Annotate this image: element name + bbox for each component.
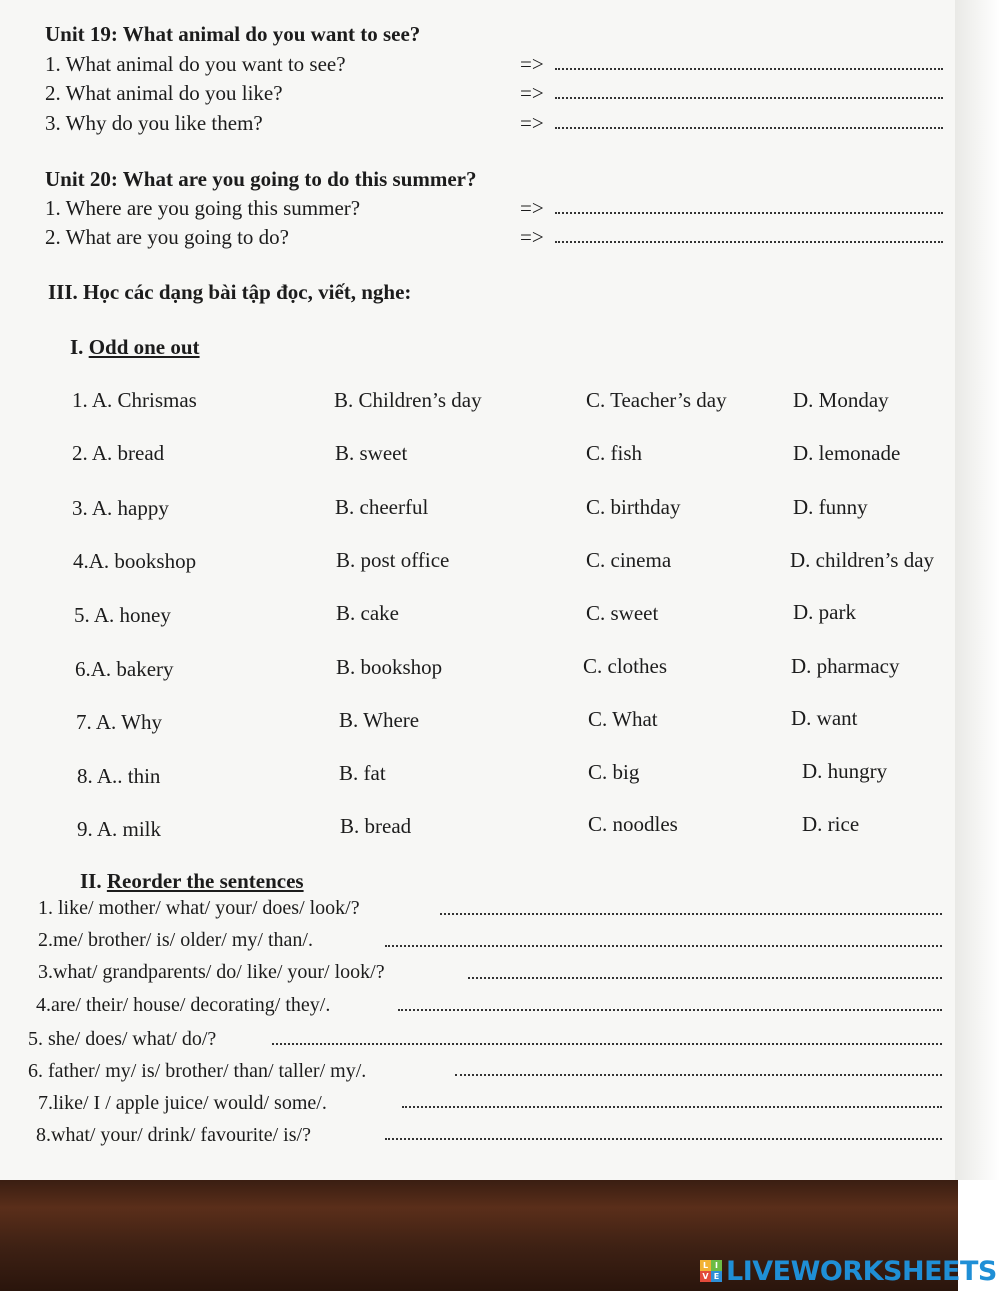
answer-line-reorder-5[interactable] <box>272 1043 942 1045</box>
odd-row-5-d: D. park <box>793 600 856 624</box>
odd-row-9-a: 9. A. milk <box>77 817 162 841</box>
answer-line-reorder-6[interactable] <box>455 1074 942 1076</box>
odd-row-2-c: C. fish <box>586 441 643 465</box>
odd-row-8-a: 8. A.. thin <box>77 764 161 788</box>
odd-row-9-b: B. bread <box>340 814 412 838</box>
odd-row-6-b: B. bookshop <box>336 655 443 679</box>
answer-line-unit19-2[interactable] <box>555 97 943 99</box>
reorder-item-4: 4.are/ their/ house/ decorating/ they/. <box>36 994 331 1016</box>
unit20-question-2: 2. What are you going to do? <box>45 225 289 249</box>
answer-line-reorder-1[interactable] <box>440 913 942 915</box>
unit19-question-3: 3. Why do you like them? <box>45 111 263 135</box>
logo-cell-i: I <box>711 1260 722 1271</box>
answer-arrow: => <box>520 225 544 249</box>
odd-row-9-d: D. rice <box>802 812 860 836</box>
odd-row-7-a: 7. A. Why <box>76 710 162 734</box>
odd-row-2-b: B. sweet <box>335 441 408 465</box>
answer-line-reorder-7[interactable] <box>402 1106 942 1108</box>
answer-line-unit19-1[interactable] <box>555 68 943 70</box>
odd-row-3-b: B. cheerful <box>335 495 429 519</box>
answer-line-reorder-3[interactable] <box>468 977 942 979</box>
reorder-item-7: 7.like/ I / apple juice/ would/ some/. <box>38 1092 327 1114</box>
answer-arrow: => <box>520 52 544 76</box>
odd-row-4-c: C. cinema <box>586 548 672 572</box>
liveworksheets-icon <box>700 1260 722 1282</box>
answer-line-reorder-4[interactable] <box>398 1009 942 1011</box>
odd-row-4-b: B. post office <box>336 548 450 572</box>
reorder-item-3: 3.what/ grandparents/ do/ like/ your/ look/? <box>38 961 385 983</box>
odd-row-8-d: D. hungry <box>802 759 888 783</box>
odd-row-2-d: D. lemonade <box>793 441 901 465</box>
odd-row-7-b: B. Where <box>339 708 420 732</box>
logo-cell-v: V <box>700 1271 711 1282</box>
unit20-title: Unit 20: What are you going to do this summer? <box>45 167 477 191</box>
answer-line-unit19-3[interactable] <box>555 127 943 129</box>
answer-line-unit20-2[interactable] <box>555 241 943 243</box>
odd-row-3-d: D. funny <box>793 495 868 519</box>
reorder-item-6: 6. father/ my/ is/ brother/ than/ taller/ my/. <box>28 1060 367 1082</box>
paper-edge <box>955 0 1000 1180</box>
odd-row-7-c: C. What <box>588 707 658 731</box>
odd-row-5-a: 5. A. honey <box>74 603 171 627</box>
odd-row-9-c: C. noodles <box>588 812 678 836</box>
reorder-item-8: 8.what/ your/ drink/ favourite/ is/? <box>36 1124 311 1146</box>
logo-cell-l: L <box>700 1260 711 1271</box>
odd-row-6-c: C. clothes <box>583 654 667 678</box>
odd-row-1-c: C. Teacher’s day <box>586 388 727 412</box>
answer-line-unit20-1[interactable] <box>555 212 943 214</box>
odd-row-4-a: 4.A. bookshop <box>73 549 197 573</box>
liveworksheets-text: LIVEWORKSHEETS <box>726 1255 997 1287</box>
odd-row-1-d: D. Monday <box>793 388 889 412</box>
section3-title: III. Học các dạng bài tập đọc, viết, nghe: <box>48 280 412 304</box>
unit19-title: Unit 19: What animal do you want to see? <box>45 22 421 46</box>
answer-line-reorder-2[interactable] <box>385 945 942 947</box>
odd-row-2-a: 2. A. bread <box>72 441 165 465</box>
unit19-question-2: 2. What animal do you like? <box>45 81 283 105</box>
odd-row-4-d: D. children’s day <box>790 548 935 572</box>
reorder-item-5: 5. she/ does/ what/ do/? <box>28 1028 217 1050</box>
odd-row-8-c: C. big <box>588 760 640 784</box>
reorder-item-2: 2.me/ brother/ is/ older/ my/ than/. <box>38 929 313 951</box>
odd-row-7-d: D. want <box>791 706 858 730</box>
odd-row-3-a: 3. A. happy <box>72 496 169 520</box>
odd-row-5-c: C. sweet <box>586 601 659 625</box>
reorder-heading <box>80 869 304 894</box>
logo-cell-e: E <box>711 1271 722 1282</box>
answer-arrow: => <box>520 111 544 135</box>
reorder-title: Reorder the sentences <box>106 869 304 893</box>
odd-row-8-b: B. fat <box>339 761 386 785</box>
odd-one-out-title: Odd one out <box>88 335 200 359</box>
odd-row-1-a: 1. A. Chrismas <box>72 388 197 412</box>
reorder-item-1: 1. like/ mother/ what/ your/ does/ look/? <box>38 897 360 919</box>
unit19-question-1: 1. What animal do you want to see? <box>45 52 346 76</box>
odd-row-3-c: C. birthday <box>586 495 681 519</box>
odd-one-out-heading <box>70 335 200 360</box>
liveworksheets-logo <box>700 1256 997 1286</box>
odd-one-out-number: I. <box>70 335 89 359</box>
answer-line-reorder-8[interactable] <box>385 1138 942 1140</box>
answer-arrow: => <box>520 196 544 220</box>
odd-row-1-b: B. Children’s day <box>334 388 482 412</box>
odd-row-6-a: 6.A. bakery <box>75 657 174 681</box>
unit20-question-1: 1. Where are you going this summer? <box>45 196 361 220</box>
odd-row-6-d: D. pharmacy <box>791 654 900 678</box>
reorder-number: II. <box>80 869 107 893</box>
answer-arrow: => <box>520 81 544 105</box>
odd-row-5-b: B. cake <box>336 601 399 625</box>
